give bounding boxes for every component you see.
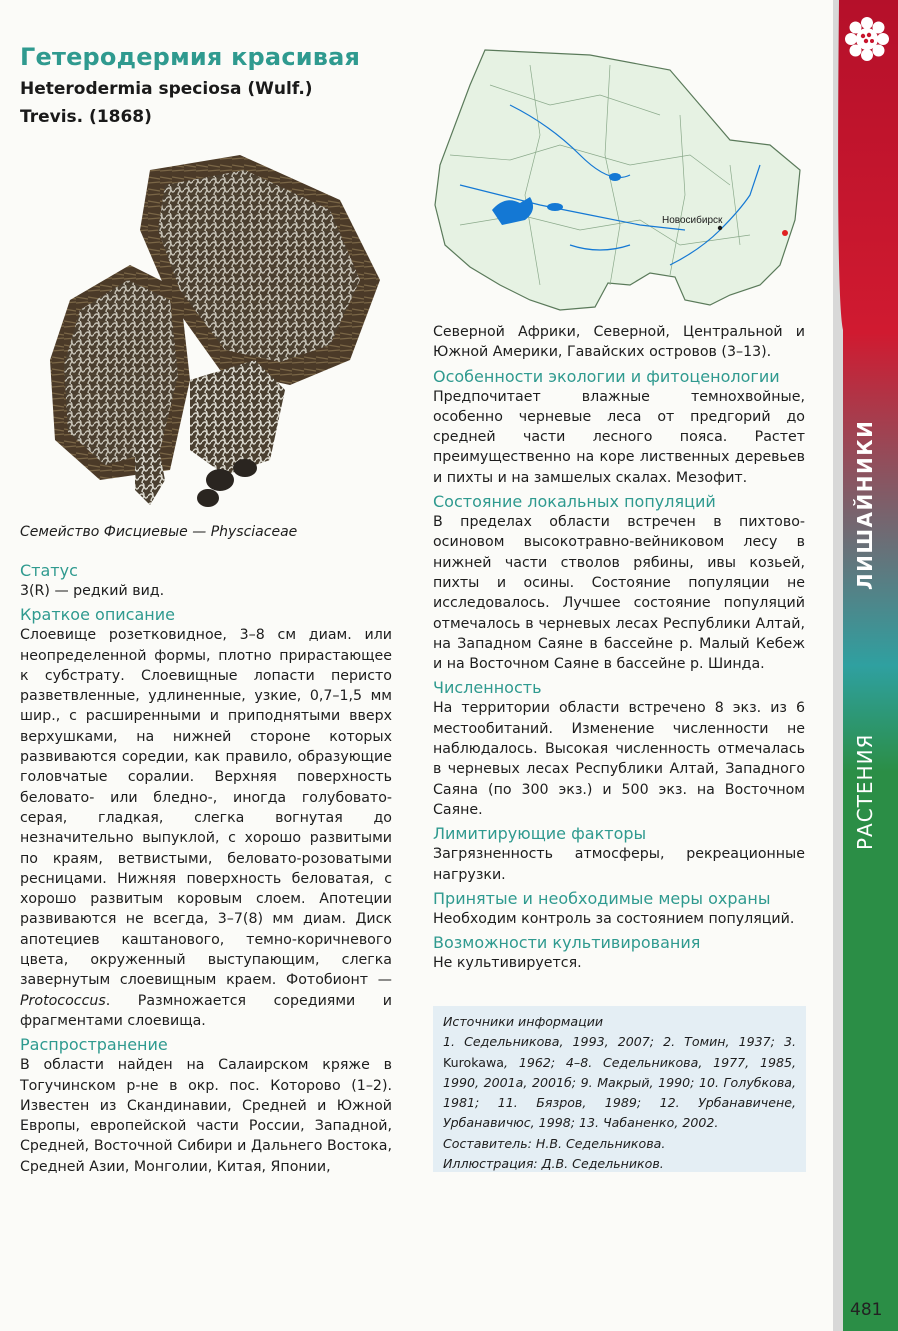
category-band — [833, 0, 898, 1331]
category-plants: РАСТЕНИЯ — [853, 733, 877, 850]
ecology-text: Предпочитает влажные темнохвойные, особенно черневые леса от предгорий до средней части лесного пояса. Растет преимущественно на коре лиственных деревьев и пихты и на замшелых скалах. Мезофит. — [433, 388, 805, 486]
description-text-end: . Размножается соредиями и фрагментами слоевища. — [20, 992, 392, 1029]
lichen-photo — [40, 150, 385, 520]
references-end: , 1962; 4–8. Седельникова, 1977, 1985, 1990, 2001а, 2001б; 9. Макрый, 1990; 10. Голубкова, 1981; 11. Бязров, 1989; 12. Урбанавичене, Урбанавичюс, 1998; 13. Чабаненко, 2002. — [443, 1054, 796, 1131]
sources-heading: Источники информации — [443, 1014, 604, 1029]
left-column — [20, 560, 392, 1180]
abundance-text: На территории области встречено 8 экз. из 6 местообитаний. Изменение численности не наблюдалось. Высокая численность отмечалась в черневых лесах Республики Алтай, Западного Саяна (по 300 экз.) и 500 экз. на Восточном Саяне. — [433, 700, 805, 818]
right-column — [433, 322, 805, 976]
photobiont-name: Protococcus — [20, 992, 106, 1009]
ecology-heading: Особенности экологии и фитоценологии — [433, 366, 780, 386]
limiting-heading: Лимитирующие факторы — [433, 824, 647, 844]
status-heading: Статус — [20, 561, 78, 580]
category-lichens: ЛИШАЙНИКИ — [853, 419, 877, 590]
family-russian: Семейство Фисциевые — — [20, 524, 211, 540]
flower-logo-icon — [843, 15, 891, 63]
compiler-credit: Составитель: Н.В. Седельникова. — [443, 1135, 666, 1151]
city-label: Новосибирск — [662, 215, 723, 226]
references-part: 1. Седельникова, 1993, 2007; 2. Томин, 1937; 3. — [443, 1034, 796, 1050]
description-heading: Краткое описание — [20, 605, 175, 625]
description-text-part: Слоевище розетковидное, 3–8 см диам. или неопределенной формы, плотно прирастающее к субстрату. Слоевищные лопасти перисто разветвленные, удлиненные, узкие, 0,7–1,5 мм шир., с расширенными и приподнятыми вверх верхушками, на нижней стороне которых развиваются соредии, как правило, образующие головчатые соралии. Верхняя поверхность беловато- или бледно-, иногда голубовато-серая, гладкая, слегка вогнутая до незначительно выпуклой, с хорошо развитыми по краям, ветвистыми, беловато-розоватыми ресницами. Нижняя поверхность беловатая, с хорошо развитым коровым слоем. Апотеции развиваются не всегда, 3–7(8) мм диам. Диск апотециев каштанового, темно-коричневого цвета, окруженный выступающим, слегка завернутым слоевищным краем. Фотобионт — — [20, 627, 392, 989]
range-map — [430, 45, 808, 317]
finding-location-marker — [782, 230, 788, 236]
description-text — [20, 625, 392, 1031]
sources-box — [433, 1006, 806, 1172]
cultivation-heading: Возможности культивирования — [433, 933, 701, 953]
city-marker — [718, 226, 722, 230]
latin-name: Heterodermia speciosa (Wulf.) — [20, 79, 313, 99]
illustration-credit: Иллюстрация: Д.В. Седельников. — [443, 1156, 664, 1172]
sources-references — [443, 1032, 796, 1133]
distribution-heading: Распространение — [20, 1035, 168, 1055]
distribution-text: В области найден на Салаирском кряже в Тогучинском р-не в окр. пос. Которово (1–2). Известен из Скандинавии, Средней и Южной Европы, европейской части России, Западной, Средней, Восточной Сибири и Дальнего Востока, Средней Азии, Монголии, Китая, Японии, — [20, 1057, 392, 1175]
family-caption — [20, 524, 297, 540]
latin-author-year: Trevis. (1868) — [20, 107, 152, 127]
distribution-text-continued: Северной Африки, Северной, Центральной и Южной Америки, Гавайских островов (3–13). — [433, 324, 805, 361]
populations-text: В пределах области встречен в пихтово-осиновом высокотравно-вейниковом лесу в нижней части стволов рябины, ивы козьей, пихты и осины. Состояние популяции не исследовалось. Лучшее состояние популяций отмечалось в черневых лесах Республики Алтай, на Западном Саяне в бассейне р. Малый Кебеж и на Восточном Саяне в бассейне р. Шинда. — [433, 514, 805, 673]
family-latin: Physciaceae — [210, 524, 298, 540]
references-latin: Kurokawa — [443, 1054, 505, 1070]
status-text: 3(R) — редкий вид. — [20, 583, 165, 599]
abundance-heading: Численность — [433, 678, 542, 698]
populations-heading: Состояние локальных популяций — [433, 492, 716, 512]
page-number: 481 — [850, 1300, 883, 1320]
species-title: Гетеродермия красивая — [20, 43, 361, 71]
protection-heading: Принятые и необходимые меры охраны — [433, 888, 771, 908]
cultivation-text: Не культивируется. — [433, 955, 582, 972]
limiting-text: Загрязненность атмосферы, рекреационные нагрузки. — [433, 846, 805, 883]
protection-text: Необходим контроль за состоянием популяций. — [433, 910, 795, 927]
